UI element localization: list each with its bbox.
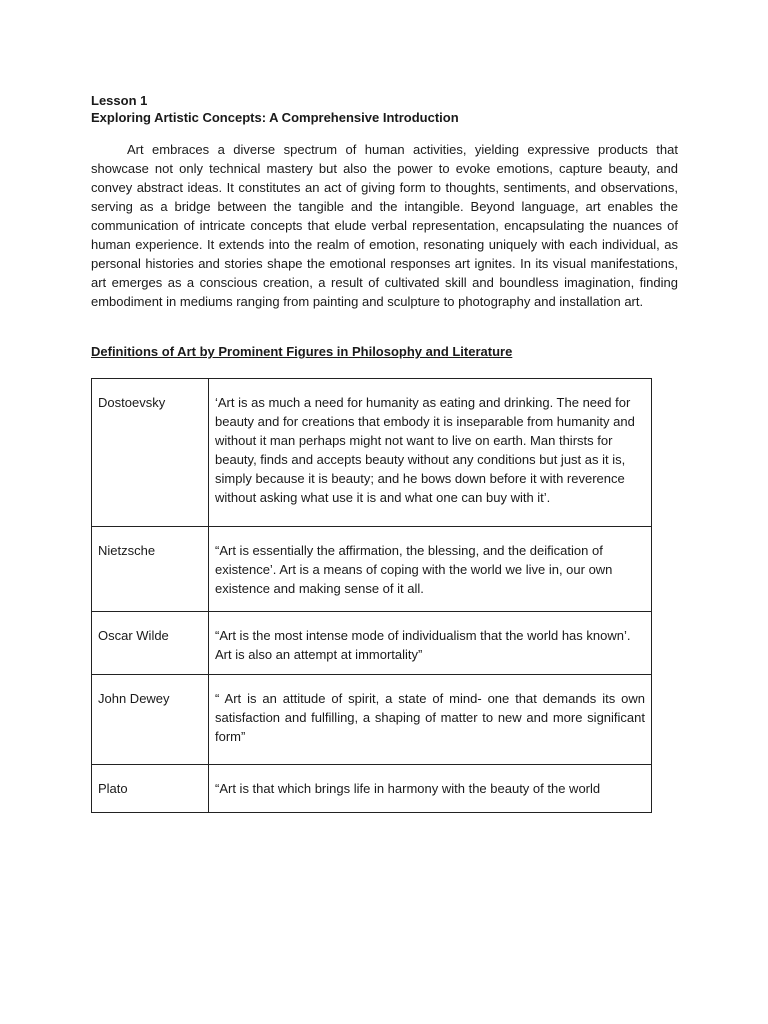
art-definition-quote: “Art is the most intense mode of individualism that the world has known’. Art is also an attempt at immortality” (209, 612, 652, 675)
author-name: Dostoevsky (92, 379, 209, 527)
author-name: John Dewey (92, 675, 209, 765)
art-definition-quote: “ Art is an attitude of spirit, a state of mind- one that demands its own satisfaction and fulfilling, a shaping of matter to new and more significant form” (209, 675, 652, 765)
intro-paragraph: Art embraces a diverse spectrum of human activities, yielding expressive products that showcase not only technical mastery but also the power to evoke emotions, capture beauty, and convey abstract ideas. It constitutes an act of giving form to thoughts, sentiments, and observations, serving as a bridge between the tangible and the intangible. Beyond language, art enables the communication of intricate concepts that elude verbal representation, encapsulating the nuances of human experience. It extends into the realm of emotion, resonating uniquely with each individual, as personal histories and stories shape the emotional responses art ignites. In its visual manifestations, art emerges as a conscious creation, a result of cultivated skill and boundless imagination, finding embodiment in mediums ranging from painting and sculpture to photography and installation art. (91, 142, 678, 309)
definitions-heading: Definitions of Art by Prominent Figures in Philosophy and Literature (91, 344, 513, 359)
art-definition-quote: “Art is essentially the affirmation, the blessing, and the deification of existence’. Art is a means of coping with the world we live in, our own existence and making sense of it all. (209, 527, 652, 612)
author-name: Nietzsche (92, 527, 209, 612)
lesson-label: Lesson 1 (91, 93, 148, 108)
author-name: Plato (92, 765, 209, 813)
lesson-title: Exploring Artistic Concepts: A Comprehensive Introduction (91, 110, 459, 125)
table-row (92, 765, 652, 813)
table-row (92, 675, 652, 765)
table-row (92, 527, 652, 612)
table-row (92, 612, 652, 675)
definitions-table (91, 378, 652, 813)
author-name: Oscar Wilde (92, 612, 209, 675)
art-definition-quote: ‘Art is as much a need for humanity as eating and drinking. The need for beauty and for creations that embody it is inseparable from humanity and without it man perhaps might not want to live on earth. Man thirsts for beauty, finds and accepts beauty without any conditions but just as it is, simply because it is beauty; and he bows down before it with reverence without asking what use it is and what one can buy with it’. (209, 379, 652, 527)
table-row (92, 379, 652, 527)
art-definition-quote: “Art is that which brings life in harmony with the beauty of the world (209, 765, 652, 813)
